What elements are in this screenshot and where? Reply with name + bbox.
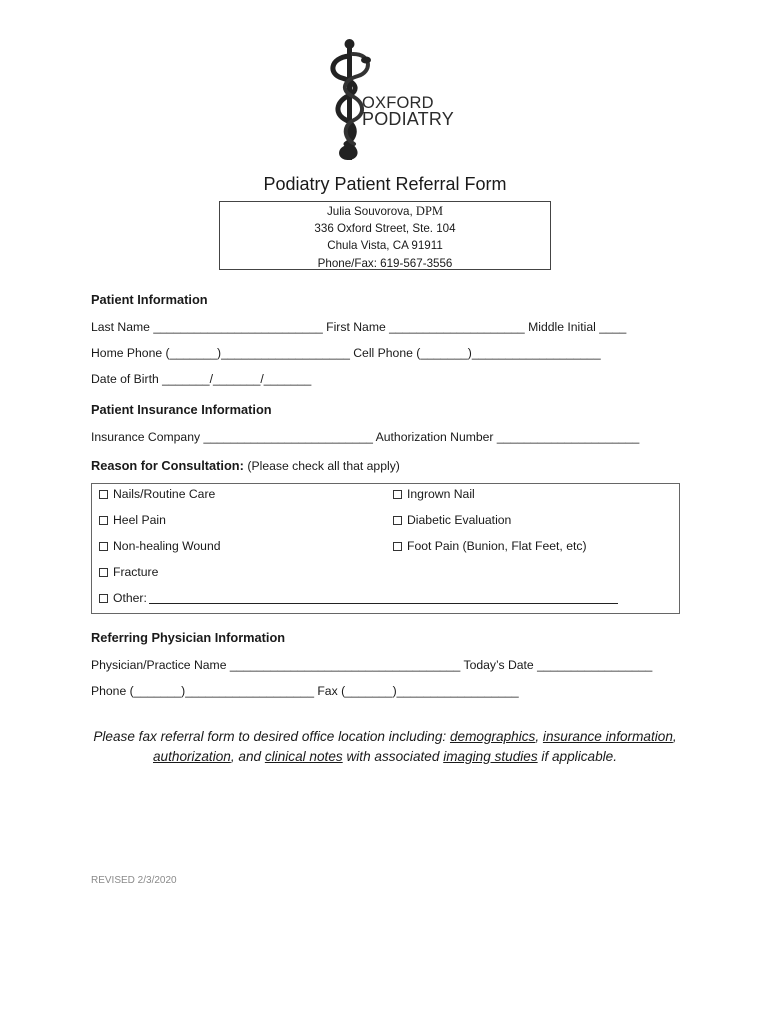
checkbox-label: Nails/Routine Care: [113, 487, 216, 501]
consultation-heading: [91, 458, 400, 473]
doctor-name: Julia Souvorova,: [326, 205, 413, 218]
patient-info-heading: Patient Information: [91, 292, 208, 307]
checkbox-icon[interactable]: [99, 542, 108, 551]
checkbox-icon[interactable]: [99, 594, 108, 603]
checkbox-label: Diabetic Evaluation: [407, 513, 512, 527]
doctor-credential: DPM: [415, 204, 444, 218]
checkbox-icon[interactable]: [393, 490, 402, 499]
consultation-checkbox-box: [91, 483, 680, 614]
note-text: if applicable.: [537, 748, 617, 764]
checkbox-icon[interactable]: [99, 490, 108, 499]
consultation-heading-label: Reason for Consultation:: [91, 458, 244, 473]
patient-name-fields[interactable]: Last Name _________________________ First Name ____________________ Middle Initial ____: [91, 320, 627, 334]
checkbox-icon[interactable]: [99, 516, 108, 525]
note-text: ,: [672, 729, 677, 744]
referring-physician-heading: Referring Physician Information: [91, 630, 286, 645]
doctor-name-line: [220, 203, 550, 220]
note-demographics: demographics: [449, 729, 536, 744]
phone-fax: Phone/Fax: 619-567-3556: [317, 256, 453, 270]
patient-dob-field[interactable]: Date of Birth _______/_______/_______: [91, 372, 312, 386]
street-address: 336 Oxford Street, Ste. 104: [314, 222, 456, 236]
checkbox-heel-pain[interactable]: [99, 513, 166, 527]
patient-phone-fields[interactable]: Home Phone (_______)___________________ Cell Phone (_______)___________________: [91, 346, 601, 360]
note-authorization: authorization: [153, 748, 231, 764]
form-title: Podiatry Patient Referral Form: [263, 174, 507, 194]
checkbox-ingrown-nail[interactable]: [393, 487, 475, 501]
logo-podiatry-text: PODIATRY: [362, 109, 454, 129]
note-text: Please fax referral form to desired office location including:: [93, 729, 450, 744]
revision-date: REVISED 2/3/2020: [91, 875, 177, 886]
checkbox-icon[interactable]: [99, 568, 108, 577]
note-clinical-notes: clinical notes: [264, 748, 343, 764]
fax-instructions-note: [60, 727, 710, 766]
note-insurance-information: insurance information: [542, 729, 673, 744]
note-imaging-studies: imaging studies: [443, 748, 538, 764]
checkbox-label: Foot Pain (Bunion, Flat Feet, etc): [407, 539, 587, 553]
practice-and-date-fields[interactable]: Physician/Practice Name __________________________________ Today’s Date _________________: [91, 658, 653, 672]
logo-oxford-text: OXFORD: [362, 94, 434, 112]
checkbox-diabetic-evaluation[interactable]: [393, 513, 511, 527]
insurance-heading: Patient Insurance Information: [91, 402, 272, 417]
city-state-zip: Chula Vista, CA 91911: [327, 239, 443, 253]
checkbox-label: Other:: [113, 591, 147, 605]
checkbox-label: Non-healing Wound: [113, 539, 221, 553]
checkbox-fracture[interactable]: [99, 565, 158, 579]
checkbox-other[interactable]: [99, 591, 618, 605]
checkbox-icon[interactable]: [393, 542, 402, 551]
checkbox-nails-routine-care[interactable]: [99, 487, 215, 501]
checkbox-non-healing-wound[interactable]: [99, 539, 221, 553]
checkbox-icon[interactable]: [393, 516, 402, 525]
checkbox-label: Ingrown Nail: [407, 487, 475, 501]
referring-phone-fax-fields[interactable]: Phone (_______)___________________ Fax (_______)__________________: [91, 684, 519, 698]
checkbox-foot-pain[interactable]: [393, 539, 587, 553]
oxford-podiatry-logo: [326, 38, 456, 166]
practice-address-box: [219, 201, 551, 270]
checkbox-label: Heel Pain: [113, 513, 166, 527]
note-text: ,: [535, 729, 543, 744]
note-text: , and: [230, 748, 265, 764]
checkbox-label: Fracture: [113, 565, 159, 579]
other-reason-input[interactable]: [149, 592, 618, 604]
consultation-instructions: (Please check all that apply): [247, 459, 400, 473]
insurance-fields[interactable]: Insurance Company _________________________ Authorization Number _____________________: [91, 430, 640, 444]
note-text: with associated: [342, 748, 444, 764]
